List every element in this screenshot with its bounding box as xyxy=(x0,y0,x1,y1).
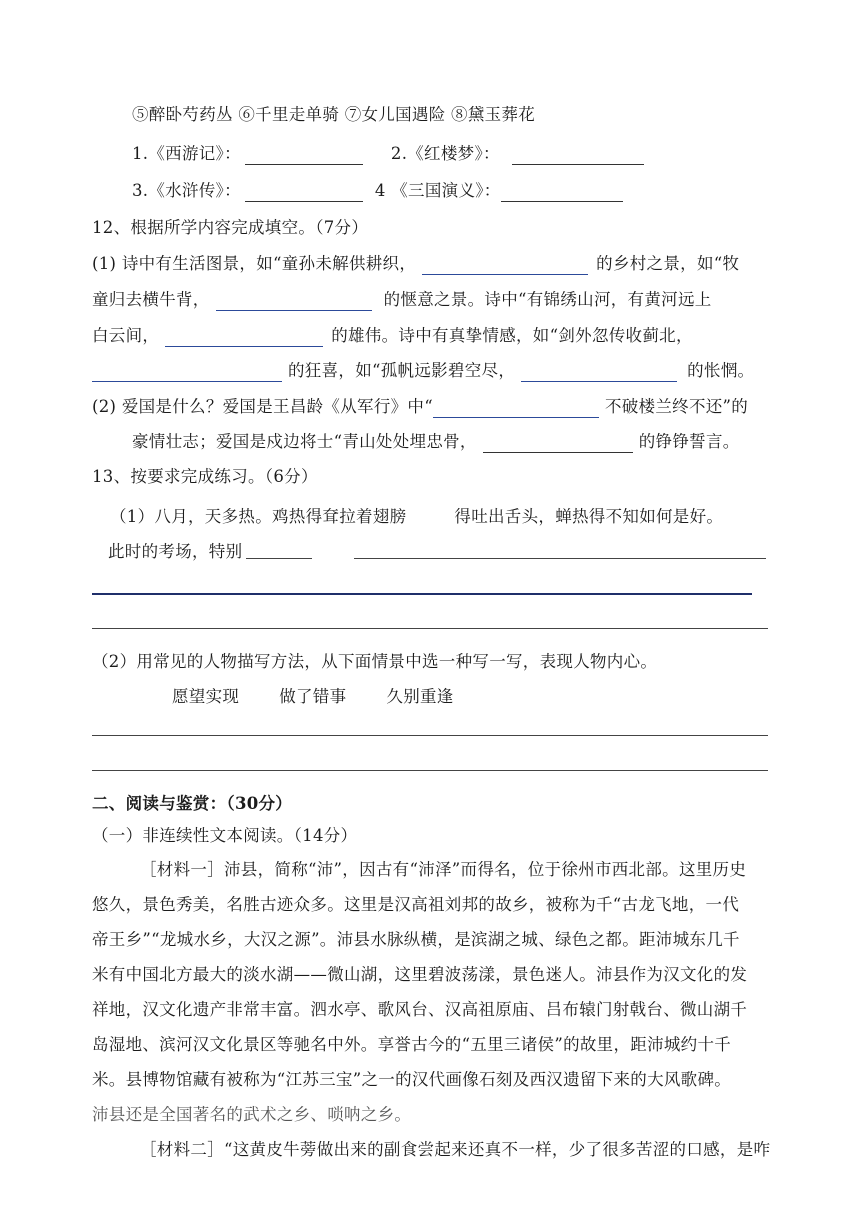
material-1-line: 岛湿地、滨河汉文化景区等驰名中外。享誉古今的“五里三诸侯”的故里，距沛城约十千 xyxy=(92,1035,732,1054)
q11-row1 xyxy=(132,143,644,165)
material-1-line: 帝王乡”“龙城水乡，大汉之源”。沛县水脉纵横，是滨湖之城、绿色之都。距沛城东几千 xyxy=(92,930,740,949)
q11-label-4: 4 《三国演义》： xyxy=(374,181,501,200)
answer-blank[interactable] xyxy=(483,434,633,453)
q12-text: 白云间， xyxy=(92,326,160,345)
q12-text: 的铮铮誓言。 xyxy=(638,432,740,451)
q12-text: 不破楼兰终不还”的 xyxy=(604,397,749,416)
scenario-option: 愿望实现 xyxy=(172,687,240,706)
q13-text: 此时的考场，特别 xyxy=(108,542,243,561)
answer-blank[interactable] xyxy=(216,292,372,311)
writing-line[interactable] xyxy=(92,735,768,736)
q12-line2 xyxy=(92,289,712,311)
q12-text: 童归去横牛背， xyxy=(92,290,210,309)
writing-line[interactable] xyxy=(246,558,312,559)
answer-blank[interactable] xyxy=(501,183,623,202)
q11-row2 xyxy=(132,180,623,202)
q12-text: 的怅惘。 xyxy=(687,361,755,380)
q11-label-2: 2.《红楼梦》： xyxy=(390,144,500,163)
q12-text: 的狂喜，如“孤帆远影碧空尽， xyxy=(288,361,516,380)
q11-label-3: 3.《水浒传》： xyxy=(132,181,241,200)
q13-p1c xyxy=(108,541,242,563)
q12-line6 xyxy=(132,431,740,453)
q12-line5 xyxy=(92,396,748,418)
answer-blank[interactable] xyxy=(245,146,363,165)
q12-text: 的惬意之景。诗中“有锦绣山河，有黄河远上 xyxy=(383,290,712,309)
answer-blank[interactable] xyxy=(433,399,599,418)
material-1-line: 米。县博物馆藏有被称为“江苏三宝”之一的汉代画像石刻及西汉遗留下来的大风歌碑。 xyxy=(92,1070,732,1089)
q12-text: (2) 爱国是什么？爱国是王昌龄《从军行》中“ xyxy=(92,397,433,416)
answer-blank[interactable] xyxy=(422,256,588,275)
answer-blank[interactable] xyxy=(165,328,323,347)
material-1-line: 悠久，景色秀美，名胜古迹众多。这里是汉高祖刘邦的故乡，被称为千“古龙飞地，一代 xyxy=(92,895,740,914)
scenario-option: 做了错事 xyxy=(279,687,347,706)
material-1-line: ［材料一］沛县，简称“沛”，因古有“沛泽”而得名，位于徐州市西北部。这里历史 xyxy=(140,860,747,879)
answer-blank[interactable] xyxy=(92,363,282,382)
q13-text: （1）八月，天多热。鸡热得耷拉着翅膀 xyxy=(110,507,407,526)
q12-text: (1) 诗中有生活图景，如“童孙未解供耕织， xyxy=(92,254,417,273)
writing-line[interactable] xyxy=(92,628,768,629)
q12-line3 xyxy=(92,325,693,347)
section-2-subtitle: （一）非连续性文本阅读。（14分） xyxy=(92,826,358,845)
material-1-line: 米有中国北方最大的淡水湖——微山湖，这里碧波荡漾，景色迷人。沛县作为汉文化的发 xyxy=(92,965,748,984)
answer-blank[interactable] xyxy=(521,363,677,382)
writing-line[interactable] xyxy=(354,558,766,559)
q13-title: 13、按要求完成练习。（6分） xyxy=(92,467,318,486)
q12-text: 豪情壮志；爱国是戍边将士“青山处处埋忠骨， xyxy=(132,432,477,451)
q12-line4 xyxy=(92,360,754,382)
answer-blank[interactable] xyxy=(245,183,363,202)
material-1-line: 沛县还是全国著名的武术之乡、唢呐之乡。 xyxy=(92,1105,412,1124)
q12-title: 12、根据所学内容完成填空。（7分） xyxy=(92,218,369,237)
writing-line[interactable] xyxy=(92,770,768,771)
q11-label-1: 1.《西游记》： xyxy=(132,144,241,163)
writing-line[interactable] xyxy=(92,593,752,595)
material-1-line: 祥地，汉文化遗产非常丰富。泗水亭、歌风台、汉高祖原庙、吕布辕门射戟台、微山湖千 xyxy=(92,1000,748,1019)
q12-text: 的乡村之景，如“牧 xyxy=(596,254,740,273)
q11-options: ⑤醉卧芍药丛 ⑥千里走单骑 ⑦女儿国遇险 ⑧黛玉葬花 xyxy=(132,105,536,124)
scenario-option: 久别重逢 xyxy=(386,687,454,706)
q12-line1 xyxy=(92,253,739,275)
answer-blank[interactable] xyxy=(512,146,644,165)
q13-p2: （2）用常见的人物描写方法，从下面情景中选一种写一写，表现人物内心。 xyxy=(92,652,658,671)
q13-p1 xyxy=(110,506,723,528)
q13-options xyxy=(172,686,454,708)
section-2-title: 二、阅读与鉴赏：（30分） xyxy=(92,794,293,813)
q13-text: 得吐出舌头，蝉热得不知如何是好。 xyxy=(454,507,724,526)
material-2-line: ［材料二］“这黄皮牛蒡做出来的副食尝起来还真不一样，少了很多苦涩的口感，是咋 xyxy=(140,1140,771,1159)
q12-text: 的雄伟。诗中有真挚情感，如“剑外忽传收蓟北， xyxy=(331,326,693,345)
